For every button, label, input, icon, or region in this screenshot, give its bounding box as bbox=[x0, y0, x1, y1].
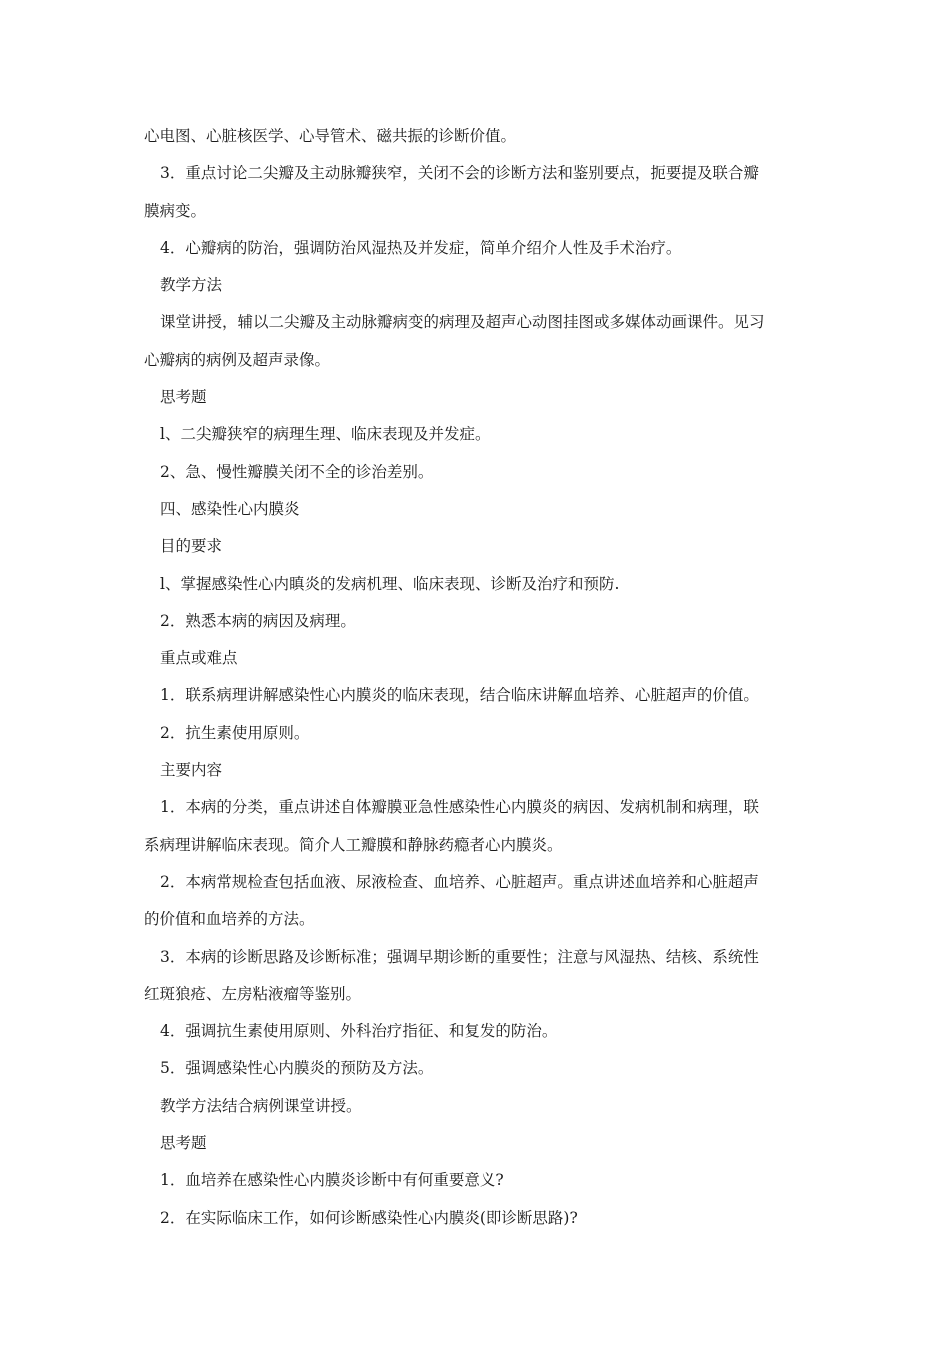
text-line: l、掌握感染性心内瞋炎的发病机理、临床表现、诊断及治疗和预防. bbox=[160, 574, 620, 593]
text-line: 4．强调抗生素使用原则、外科治疗指征、和复发的防治。 bbox=[160, 1022, 558, 1041]
text-line: 1．本病的分类，重点讲述自体瓣膜亚急性感染性心内膜炎的病因、发病机制和病理，联 bbox=[160, 798, 759, 817]
text-line: 红斑狼疮、左房粘液瘤等鉴别。 bbox=[144, 984, 362, 1003]
text-line: 主要内容 bbox=[160, 761, 223, 780]
document-body bbox=[144, 118, 812, 1237]
text-line: 心电图、心脏核医学、心导管术、磁共振的诊断价值。 bbox=[144, 127, 517, 145]
text-line: 5．强调感染性心内膜炎的预防及方法。 bbox=[160, 1059, 434, 1078]
text-line: 教学方法结合病例课堂讲授。 bbox=[160, 1096, 362, 1115]
text-line: 课堂讲授，辅以二尖瓣及主动脉瓣病变的病理及超声心动图挂图或多媒体动画课件。见习 bbox=[160, 313, 765, 332]
text-line: 系病理讲解临床表现。简介人工瓣膜和静脉药瘾者心内膜炎。 bbox=[144, 835, 563, 854]
text-line: 2．本病常规检查包括血液、尿液检查、血培养、心脏超声。重点讲述血培养和心脏超声 bbox=[160, 872, 759, 891]
text-line: 2．抗生素使用原则。 bbox=[160, 723, 310, 742]
text-line: 心瓣病的病例及超声录像。 bbox=[144, 350, 331, 369]
text-line: 思考题 bbox=[160, 1134, 207, 1153]
text-line: l、二尖瓣狭窄的病理生理、临床表现及并发症。 bbox=[160, 425, 491, 444]
text-line: 膜病变。 bbox=[144, 201, 207, 220]
text-line: 重点或难点 bbox=[160, 649, 238, 668]
text-line: 2．熟悉本病的病因及病理。 bbox=[160, 611, 356, 630]
text-line: 3．重点讨论二尖瓣及主动脉瓣狭窄，关闭不会的诊断方法和鉴别要点，扼要提及联合瓣 bbox=[160, 164, 759, 183]
text-line: 目的要求 bbox=[160, 537, 223, 556]
text-line: 4．心瓣病的防治，强调防治风湿热及并发症，简单介绍介人性及手术治疗。 bbox=[160, 238, 682, 257]
text-line: 思考题 bbox=[160, 388, 207, 407]
text-line: 3．本病的诊断思路及诊断标准；强调早期诊断的重要性；注意与风湿热、结核、系统性 bbox=[160, 947, 759, 966]
text-line: 的价值和血培养的方法。 bbox=[144, 910, 315, 929]
text-line: 2、急、慢性瓣膜关闭不全的诊治差别。 bbox=[160, 462, 434, 481]
text-line: 1．血培养在感染性心内膜炎诊断中有何重要意义? bbox=[160, 1171, 504, 1190]
text-line: 四、感染性心内膜炎 bbox=[160, 499, 300, 518]
text-line: 教学方法 bbox=[160, 276, 223, 295]
text-line: 1．联系病理讲解感染性心内膜炎的临床表现，结合临床讲解血培养、心脏超声的价值。 bbox=[160, 686, 759, 705]
text-line: 2．在实际临床工作，如何诊断感染性心内膜炎(即诊断思路)? bbox=[160, 1208, 578, 1227]
